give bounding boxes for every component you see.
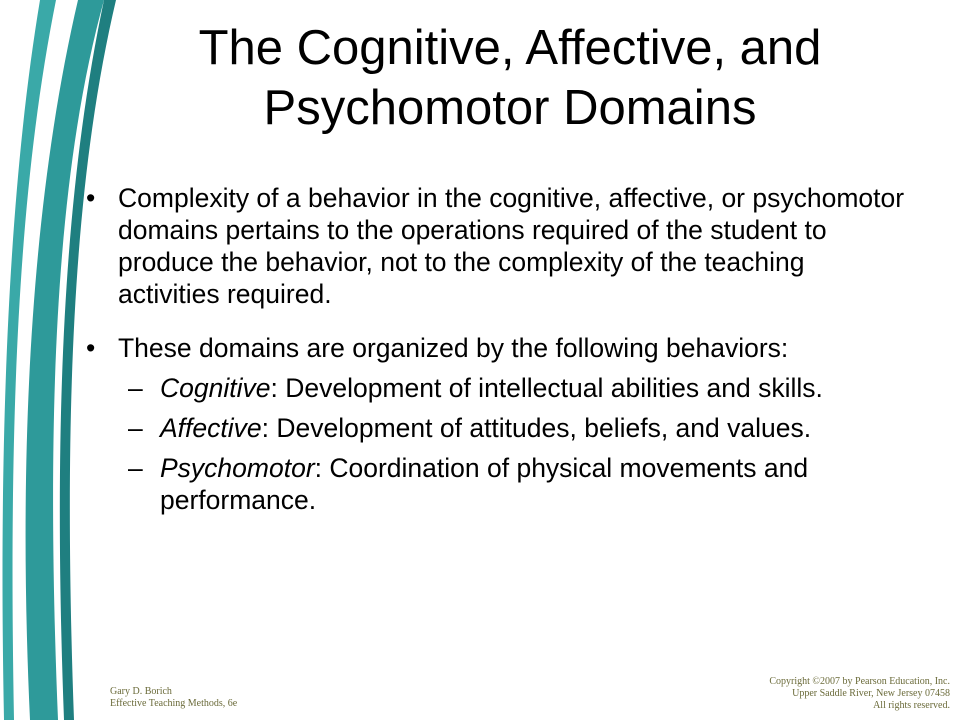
bullet-text: Complexity of a behavior in the cognitive, affective, or psychomotor domains pertains to the operations required of the student to produce the behavior, not to the complexity of the teaching activities required. (118, 183, 905, 309)
sub-item-psychomotor (82, 452, 912, 516)
footer-author (110, 686, 237, 710)
bullet-item (82, 182, 912, 310)
sub-item-cognitive (82, 372, 912, 404)
sub-item-text: : Development of attitudes, beliefs, and values. (261, 413, 812, 443)
bullet-item (82, 332, 912, 364)
title-line-2: Psychomotor Domains (263, 81, 757, 135)
sub-dash-mark: – (128, 453, 143, 483)
slide-title (70, 18, 950, 138)
sub-item-text: : Coordination of physical movements and performance. (160, 453, 809, 515)
slide-body (82, 182, 912, 516)
copyright-line-1: Copyright ©2007 by Pearson Education, Inc. (769, 676, 950, 687)
copyright-line-2: Upper Saddle River, New Jersey 07458 (792, 688, 950, 699)
bullet-mark: • (86, 333, 96, 363)
sub-dash-mark: – (128, 373, 143, 403)
sub-item-affective (82, 412, 912, 444)
sub-item-term: Affective (160, 413, 262, 443)
bullet-text: These domains are organized by the following behaviors: (118, 333, 789, 363)
footer-author-name: Gary D. Borich (110, 686, 172, 697)
sub-item-term: Cognitive (160, 373, 271, 403)
bullet-mark: • (86, 183, 96, 213)
footer-copyright (769, 676, 950, 712)
sub-dash-mark: – (128, 413, 143, 443)
copyright-line-3: All rights reserved. (873, 700, 950, 711)
title-line-1: The Cognitive, Affective, and (198, 21, 822, 75)
sub-item-term: Psychomotor (160, 453, 315, 483)
sub-item-text: : Development of intellectual abilities and skills. (270, 373, 823, 403)
footer-book-title: Effective Teaching Methods, 6e (110, 698, 238, 709)
